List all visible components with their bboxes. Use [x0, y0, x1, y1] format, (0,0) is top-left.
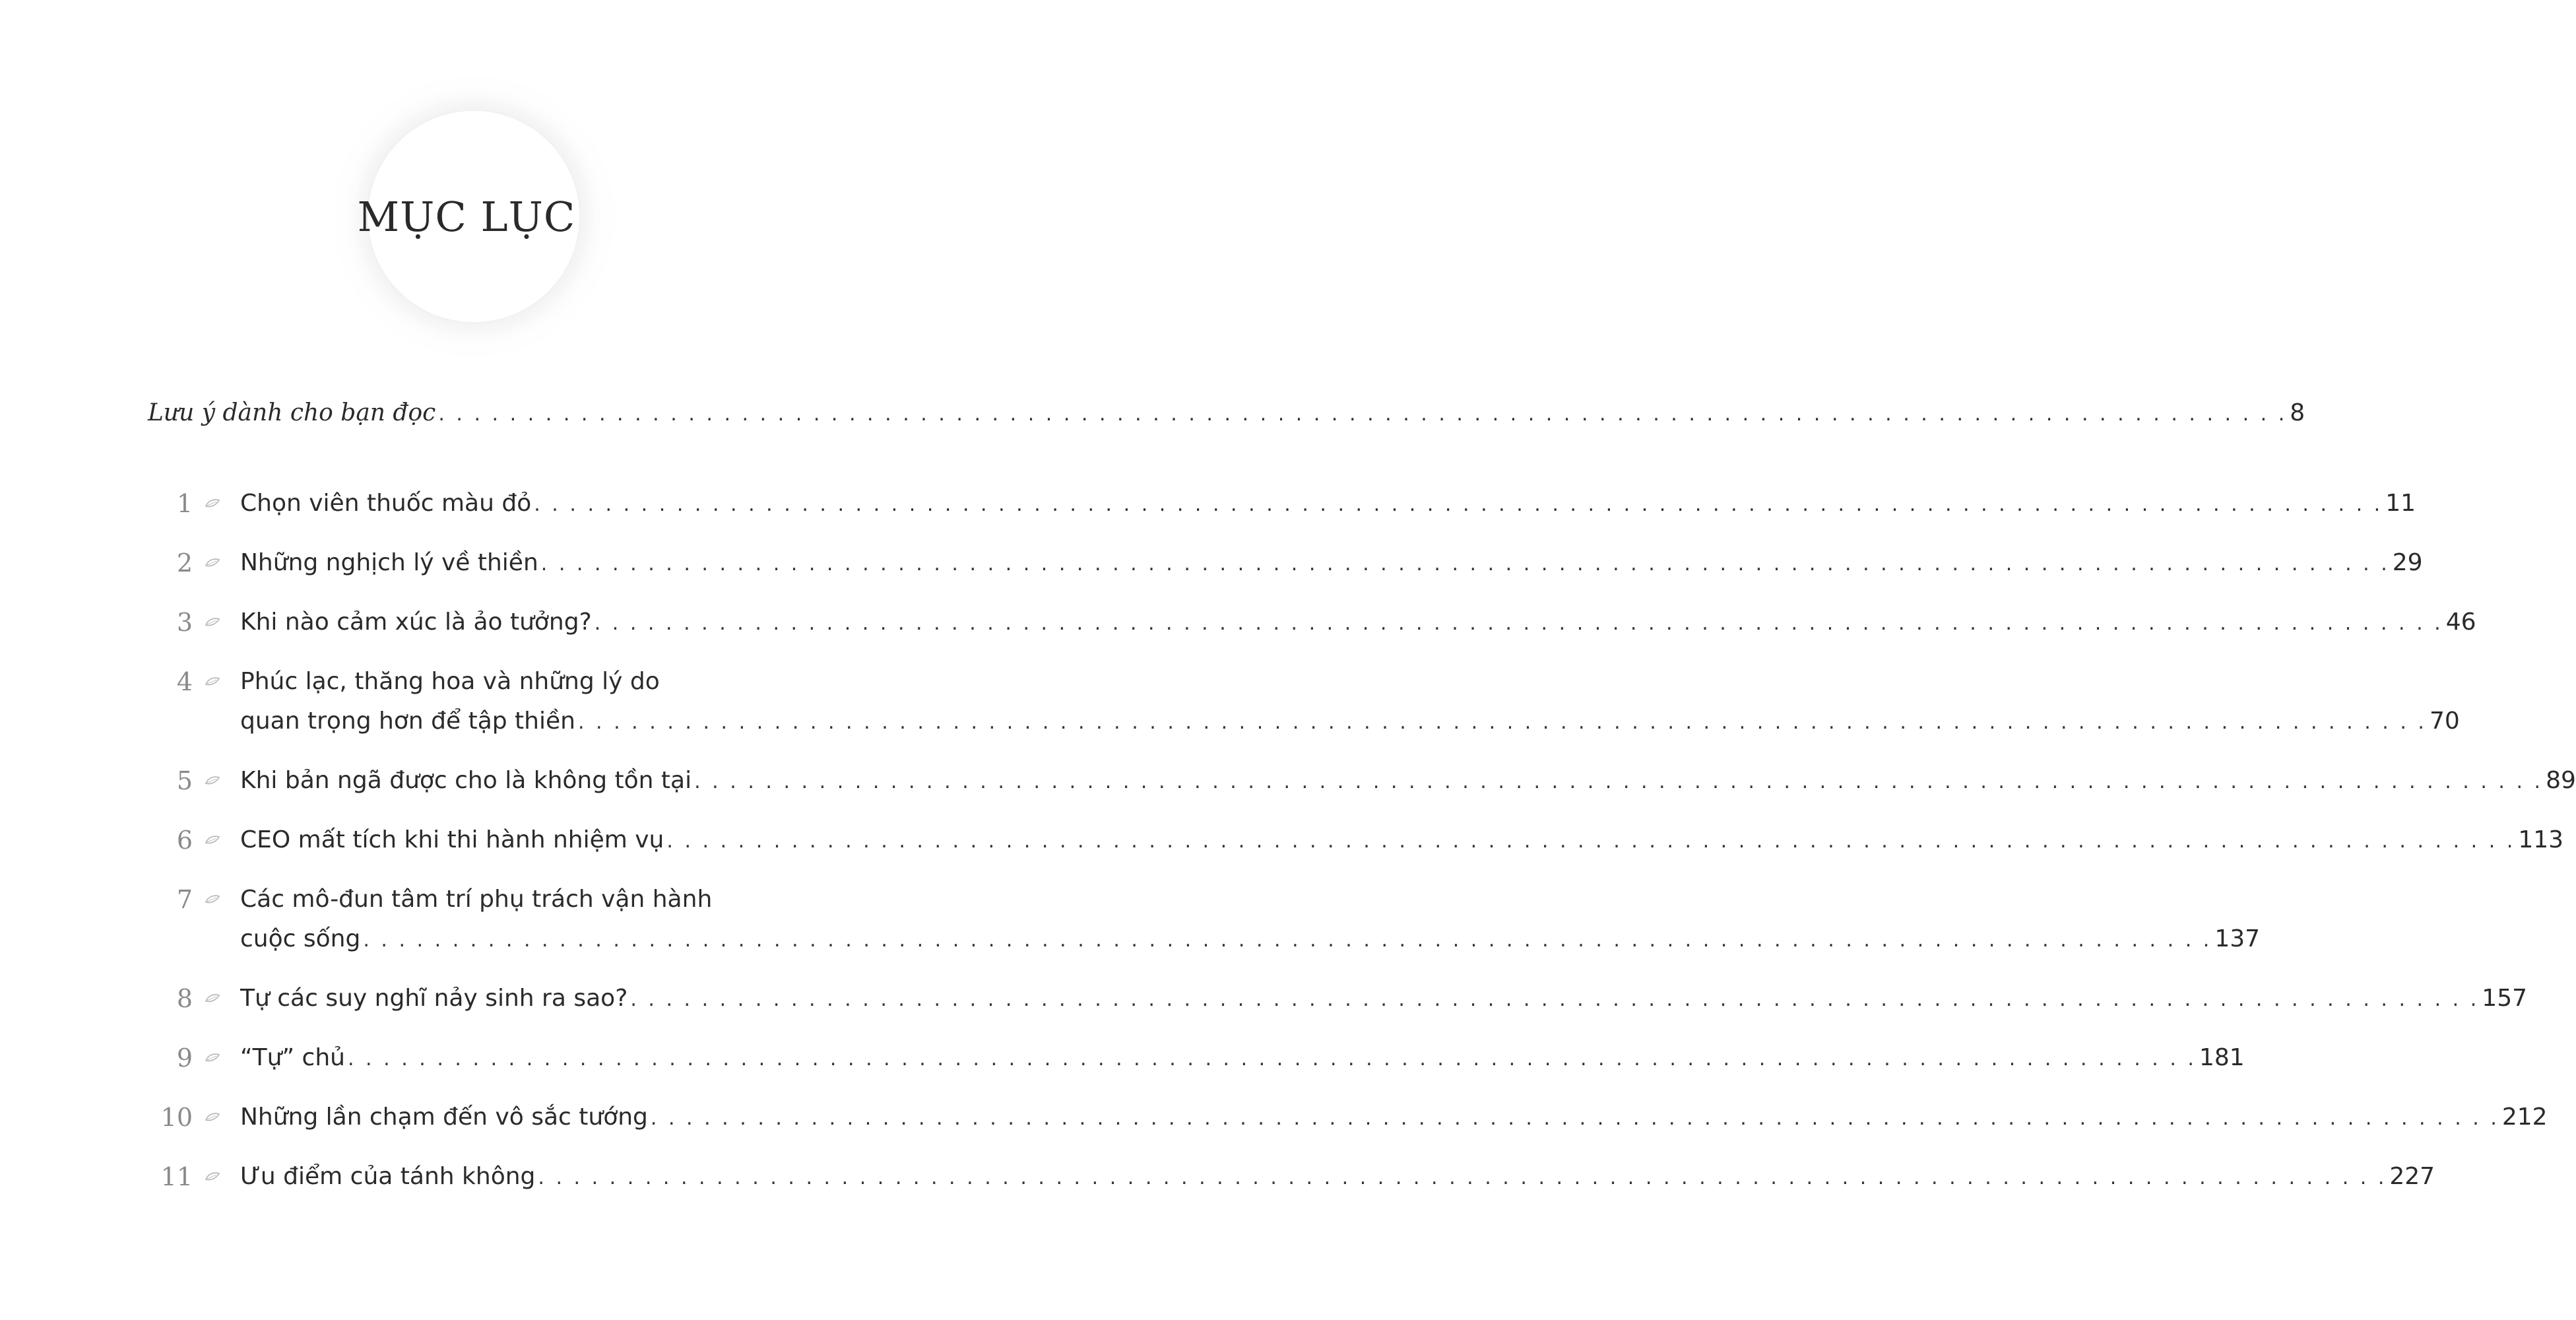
preface-label: Lưu ý dành cho bạn đọc	[148, 399, 436, 426]
chapter-page-number: 212	[2501, 1104, 2548, 1131]
toc-entry-chapter-11[interactable]	[240, 1157, 2435, 1198]
toc-entry-chapter-4[interactable]	[240, 702, 2460, 742]
leaf-icon	[205, 676, 220, 687]
dot-leader: . . . . . . . . . . . . . . . . . . . . . . . . . . . . . . . . . . . . . . . . . . . . . . . . . . . . . . . . . . . . . . . . . . . . . . . . . . . . . . . . . . . . . . . . . . . . . . . . . . . . . . . .	[630, 988, 2480, 1011]
chapter-page-number: 113	[2518, 826, 2564, 853]
toc-entry-chapter-1[interactable]	[240, 484, 2416, 525]
toc-entry-chapter-8[interactable]	[240, 979, 2528, 1020]
dot-leader: . . . . . . . . . . . . . . . . . . . . . . . . . . . . . . . . . . . . . . . . . . . . . . . . . . . . . . . . . . . . . . . . . . . . . . . . . . . . . . . . . . . . . . . . . . . . . . . . . . . . . . . .	[438, 403, 2288, 426]
leaf-icon	[205, 1172, 220, 1182]
chapter-title: Chọn viên thuốc màu đỏ	[240, 490, 532, 517]
chapter-title: Tự các suy nghĩ nảy sinh ra sao?	[240, 985, 628, 1012]
chapter-title: cuộc sống	[240, 925, 361, 952]
preface-page-number: 8	[2290, 399, 2305, 426]
chapter-title: Khi bản ngã được cho là không tồn tại	[240, 767, 692, 794]
dot-leader: . . . . . . . . . . . . . . . . . . . . . . . . . . . . . . . . . . . . . . . . . . . . . . . . . . . . . . . . . . . . . . . . . . . . . . . . . . . . . . . . . . . . . . . . . . . . . . . . . . . . . . . .	[538, 1166, 2387, 1189]
chapter-page-number: 157	[2482, 985, 2528, 1012]
dot-leader: . . . . . . . . . . . . . . . . . . . . . . . . . . . . . . . . . . . . . . . . . . . . . . . . . . . . . . . . . . . . . . . . . . . . . . . . . . . . . . . . . . . . . . . . . . . . . . . . . . . . . . . .	[594, 612, 2443, 635]
chapter-page-number: 70	[2429, 708, 2460, 735]
chapter-title-line[interactable]: Phúc lạc, thăng hoa và những lý do	[240, 668, 660, 695]
toc-entry-chapter-3[interactable]	[240, 603, 2476, 644]
page-title: MỤC LỤC	[357, 193, 576, 241]
dot-leader: . . . . . . . . . . . . . . . . . . . . . . . . . . . . . . . . . . . . . . . . . . . . . . . . . . . . . . . . . . . . . . . . . . . . . . . . . . . . . . . . . . . . . . . . . . . . . . . . . . . . . . . .	[347, 1047, 2197, 1071]
toc-entry-chapter-2[interactable]	[240, 543, 2423, 584]
leaf-icon	[205, 1053, 220, 1063]
chapter-page-number: 29	[2392, 549, 2423, 576]
chapter-number: 3	[176, 608, 193, 637]
chapter-number: 10	[160, 1103, 193, 1132]
leaf-icon	[205, 835, 220, 845]
leaf-icon	[205, 498, 220, 509]
toc-entry-chapter-7[interactable]	[240, 919, 2261, 960]
chapter-title: “Tự” chủ	[240, 1044, 345, 1071]
chapter-title: CEO mất tích khi thi hành nhiệm vụ	[240, 826, 664, 853]
dot-leader: . . . . . . . . . . . . . . . . . . . . . . . . . . . . . . . . . . . . . . . . . . . . . . . . . . . . . . . . . . . . . . . . . . . . . . . . . . . . . . . . . . . . . . . . . . . . . . . . . . . . . . . .	[540, 552, 2390, 576]
toc-entry-chapter-10[interactable]	[240, 1098, 2548, 1138]
leaf-icon	[205, 993, 220, 1004]
chapter-number: 8	[176, 984, 193, 1013]
leaf-icon	[205, 894, 220, 905]
chapter-title: Những lần chạm đến vô sắc tướng	[240, 1104, 648, 1131]
chapter-number: 5	[176, 766, 193, 795]
chapter-number: 1	[176, 489, 193, 518]
chapter-number: 9	[176, 1043, 193, 1072]
toc-entry-chapter-9[interactable]	[240, 1038, 2245, 1079]
chapter-page-number: 46	[2445, 609, 2476, 636]
chapter-number: 2	[176, 548, 193, 578]
chapter-title: quan trọng hơn để tập thiền	[240, 708, 575, 735]
chapter-number: 6	[176, 826, 193, 855]
dot-leader: . . . . . . . . . . . . . . . . . . . . . . . . . . . . . . . . . . . . . . . . . . . . . . . . . . . . . . . . . . . . . . . . . . . . . . . . . . . . . . . . . . . . . . . . . . . . . . . . . . . . . . . .	[534, 493, 2383, 516]
chapter-page-number: 181	[2199, 1044, 2245, 1071]
chapter-title: Ưu điểm của tánh không	[240, 1163, 536, 1190]
toc-entry-chapter-5[interactable]	[240, 761, 2576, 802]
toc-entry-chapter-6[interactable]	[240, 820, 2564, 861]
leaf-icon	[205, 617, 220, 628]
dot-leader: . . . . . . . . . . . . . . . . . . . . . . . . . . . . . . . . . . . . . . . . . . . . . . . . . . . . . . . . . . . . . . . . . . . . . . . . . . . . . . . . . . . . . . . . . . . . . . . . . . . . . . . .	[666, 830, 2516, 853]
chapter-title-line[interactable]: Các mô-đun tâm trí phụ trách vận hành	[240, 886, 713, 913]
chapter-page-number: 89	[2546, 767, 2576, 794]
toc-entry-preface[interactable]	[148, 393, 2305, 434]
chapter-number: 11	[160, 1162, 193, 1191]
dot-leader: . . . . . . . . . . . . . . . . . . . . . . . . . . . . . . . . . . . . . . . . . . . . . . . . . . . . . . . . . . . . . . . . . . . . . . . . . . . . . . . . . . . . . . . . . . . . . . . . . . . . . . . .	[650, 1107, 2499, 1130]
chapter-title: Khi nào cảm xúc là ảo tưởng?	[240, 609, 592, 636]
chapter-number: 4	[176, 667, 193, 696]
leaf-icon	[205, 776, 220, 786]
chapter-title: Những nghịch lý về thiền	[240, 549, 538, 576]
leaf-icon	[205, 1112, 220, 1123]
chapter-page-number: 227	[2389, 1163, 2435, 1190]
chapter-number: 7	[176, 885, 193, 914]
dot-leader: . . . . . . . . . . . . . . . . . . . . . . . . . . . . . . . . . . . . . . . . . . . . . . . . . . . . . . . . . . . . . . . . . . . . . . . . . . . . . . . . . . . . . . . . . . . . . . . . . . . . . . . .	[577, 711, 2427, 734]
chapter-page-number: 11	[2385, 490, 2416, 517]
leaf-icon	[205, 558, 220, 568]
chapter-page-number: 137	[2214, 925, 2261, 952]
dot-leader: . . . . . . . . . . . . . . . . . . . . . . . . . . . . . . . . . . . . . . . . . . . . . . . . . . . . . . . . . . . . . . . . . . . . . . . . . . . . . . . . . . . . . . . . . . . . . . . . . . . . . . . .	[694, 770, 2544, 793]
dot-leader: . . . . . . . . . . . . . . . . . . . . . . . . . . . . . . . . . . . . . . . . . . . . . . . . . . . . . . . . . . . . . . . . . . . . . . . . . . . . . . . . . . . . . . . . . . . . . . . . . . . . . . . .	[363, 929, 2212, 952]
